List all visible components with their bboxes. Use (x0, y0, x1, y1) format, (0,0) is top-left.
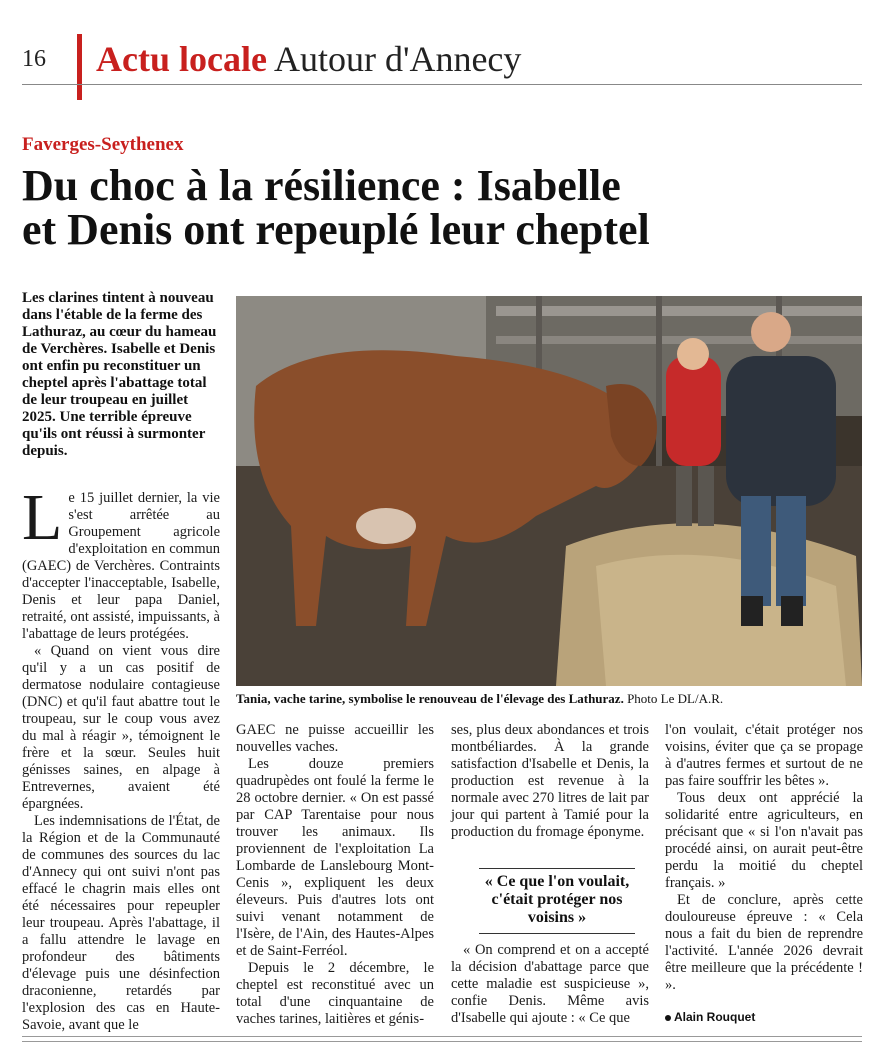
paragraph (22, 481, 220, 643)
paragraph: « Quand on vient vous dire qu'il y a un cas positif de dermatose nodulaire contagieuse (DNC) et qu'il faut abattre tout le troupeau, sur le coup vous avez du mal à réagir », témoignent le frère et la sœur. Seules huit génisses saines, en alpage à Entrevernes, avaient été épargnées. (22, 643, 220, 812)
barn-cow-photo-illustration (236, 296, 862, 686)
paragraph: Les douze premiers quadrupèdes ont foulé la ferme le 28 octobre dernier. « On est passé par CAP Tarentaise pour nous trouver les animaux. Ils proviennent de l'exploitation La Lombarde de Lanslebourg Mont-Cenis », expliquent les deux éleveurs. Puis d'autres lots ont suivi venant notamment de l'Isère, de l'Ain, des Hautes-Alpes et de Saint-Ferréol. (236, 756, 434, 959)
author-signature (665, 1010, 755, 1024)
paragraph: l'on voulait, c'était protéger nos voisins, éviter que ça se propage à d'autres fermes et surtout de ne pas faire souffrir les bêtes ». (665, 722, 863, 789)
article-kicker: Faverges-Seythenex (22, 134, 184, 155)
article-photo (236, 296, 862, 686)
body-column-4 (665, 722, 863, 994)
paragraph: Tous deux ont apprécié la solidarité entre agriculteurs, en précisant que « si l'on n'avait pas procédé ainsi, on aurait peut-être perdu la moitié du cheptel français. » (665, 790, 863, 891)
headline-line-2: et Denis ont repeuplé leur cheptel (22, 205, 650, 254)
subsection-label: Autour d'Annecy (273, 39, 522, 79)
paragraph: ses, plus deux abondances et trois montbéliardes. À la grande satisfaction d'Isabelle et Denis, la production est revenue à la normale avec 270 litres de lait par jour qui partent à Tamié pour la production du fromage éponyme. (451, 722, 649, 840)
body-column-3 (451, 722, 649, 841)
footer-rule (22, 1036, 862, 1042)
article-headline (22, 161, 862, 254)
header-red-rule (77, 34, 82, 100)
paragraph: GAEC ne puisse accueillir les nouvelles vaches. (236, 722, 434, 755)
body-column-2 (236, 722, 434, 1028)
header-divider (22, 84, 862, 85)
paragraph: Les indemnisations de l'État, de la Région et de la Communauté de communes des sources du lac d'Annecy qui ont suivi n'ont pas effacé le chagrin mais elles ont été nécessaires pour repeupler leur troupeau. Après l'abattage, il a fallu attendre le lavage en profondeur des bâtiments d'élevage puis une désinfection draconienne, retardés par l'explosion des cas en Haute-Savoie, avant que le (22, 813, 220, 1033)
bullet-icon (665, 1015, 671, 1021)
pullquote-top-rule (479, 868, 635, 869)
body-column-1 (22, 481, 220, 1034)
pullquote: « Ce que l'on voulait, c'était protéger nos voisins » (484, 873, 630, 926)
section-label: Actu locale (96, 39, 267, 79)
body-column-3-continued (451, 942, 649, 1027)
paragraph: Depuis le 2 décembre, le cheptel est reconstitué avec un total d'une cinquantaine de vaches tarines, laitières et génis- (236, 960, 434, 1027)
headline-line-1: Du choc à la résilience : Isabelle (22, 161, 621, 210)
article-lede: Les clarines tintent à nouveau dans l'étable de la ferme des Lathuraz, au cœur du hameau de Verchères. Isabelle et Denis ont enfin pu reconstituer un cheptel après l'abattage total de leur troupeau en juillet 2025. Une terrible épreuve qu'ils ont réussi à surmonter depuis. (22, 290, 217, 459)
drop-cap: L (22, 481, 63, 554)
author-name: Alain Rouquet (674, 1010, 756, 1024)
pullquote-bottom-rule (479, 933, 635, 934)
section-title (96, 38, 521, 80)
photo-caption (236, 691, 862, 707)
page-number: 16 (22, 46, 46, 72)
paragraph: Et de conclure, après cette douloureuse épreuve : « Cela nous a fait du bien de reprendre l'activité. L'année 2026 devrait être meilleure que la précédente ! ». (665, 892, 863, 993)
paragraph: « On comprend et on a accepté la décision d'abattage parce que cette maladie est suspicieuse », confie Denis. Même avis d'Isabelle qui ajoute : « Ce que (451, 942, 649, 1026)
paragraph-text: e 15 juillet dernier, la vie s'est arrêtée au Groupement agricole d'exploitation en commun (GAEC) de Verchères. Contraints d'accepter l'inacceptable, Isabelle, Denis et leur papa Daniel, retraité, ont assisté, impuissants, à l'abattage de leurs protégées. (22, 490, 220, 642)
caption-text: Tania, vache tarine, symbolise le renouveau de l'élevage des Lathuraz. (236, 691, 624, 706)
photo-credit: Photo Le DL/A.R. (627, 691, 724, 706)
